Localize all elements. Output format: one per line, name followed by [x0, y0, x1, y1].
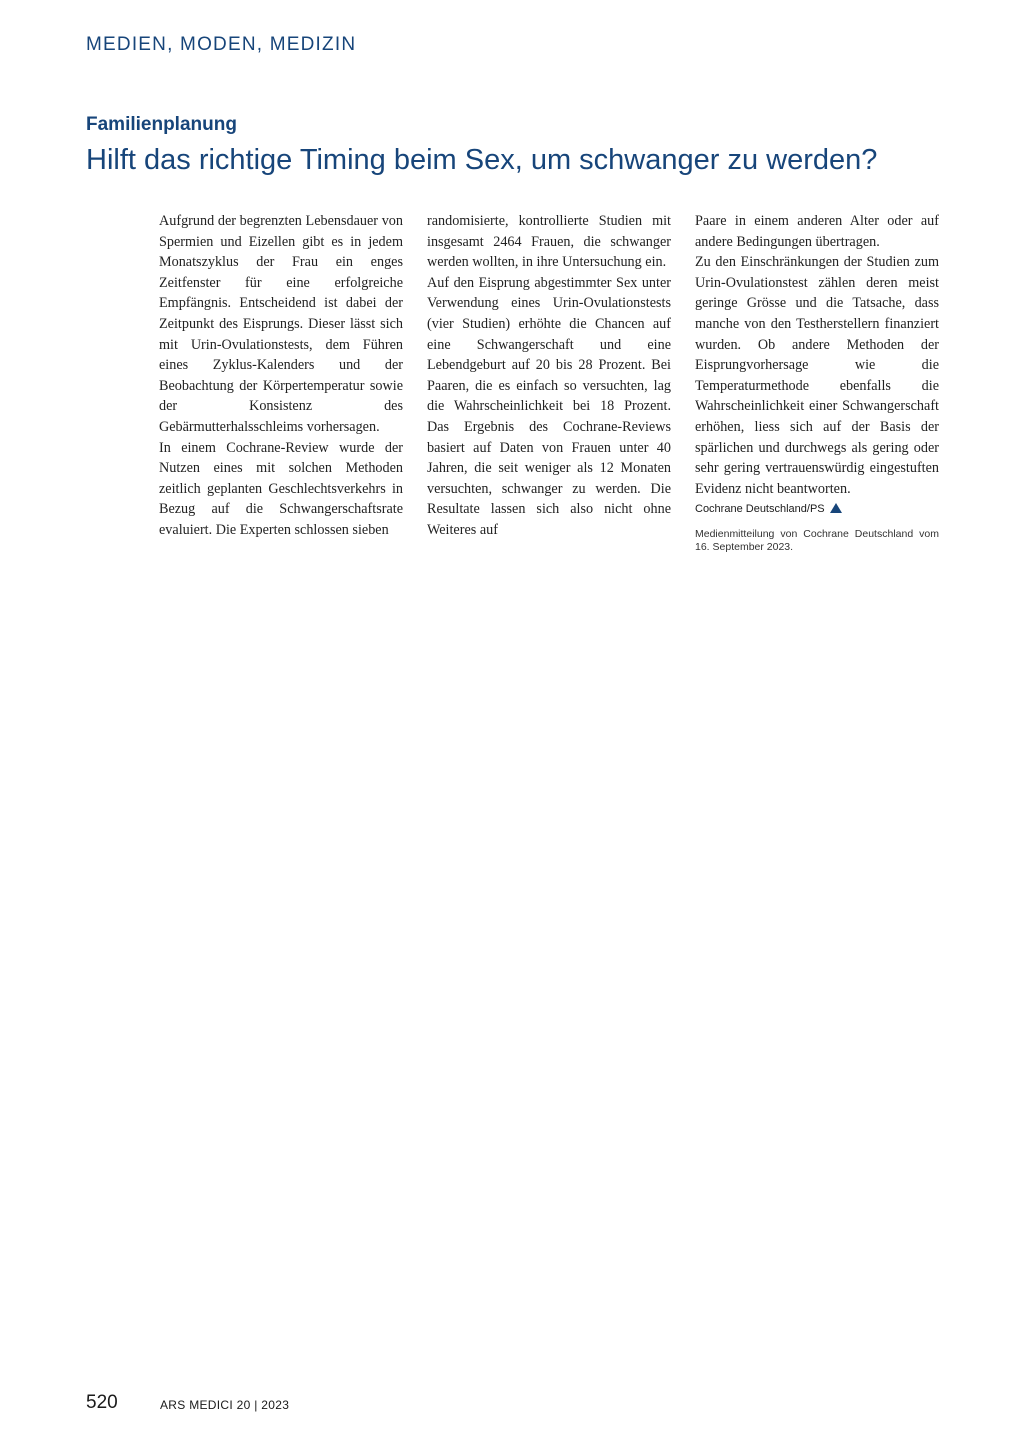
source-note: Medienmitteilung von Cochrane Deutschland vom 16. September 2023.	[695, 528, 939, 554]
paragraph: randomisierte, kontrollierte Studien mit insgesamt 2464 Frauen, die schwanger werden wollten, in ihre Untersuchung ein.	[427, 213, 671, 271]
credit-text: Cochrane Deutschland/PS	[695, 503, 825, 516]
end-triangle-icon	[830, 503, 842, 513]
paragraph: Aufgrund der begrenzten Lebensdauer von Spermien und Eizellen gibt es in jedem Monatszyklus der Frau ein enges Zeitfenster für eine erfolgreiche Empfängnis. Entscheidend ist dabei der Zeitpunkt des Eisprungs. Dieser lässt sich mit Urin-Ovulationstests, dem Führen eines Zyklus-Kalenders und der Beobachtung der Körpertemperatur sowie der Konsistenz des Gebärmutterhalsschleims vorhersagen.	[159, 213, 403, 435]
article-kicker: Familienplanung	[86, 114, 237, 135]
author-credit	[695, 501, 939, 517]
journal-name: ARS MEDICI 20 | 2023	[160, 1398, 290, 1412]
paragraph: Paare in einem anderen Alter oder auf andere Bedingungen übertragen.	[695, 213, 939, 250]
article-headline: Hilft das richtige Timing beim Sex, um schwanger zu werden?	[86, 144, 878, 176]
paragraph: In einem Cochrane-Review wurde der Nutzen eines mit solchen Methoden zeitlich geplanten Geschlechtsverkehrs in Bezug auf die Schwangerschaftsrate evaluiert. Die Experten schlossen sieben	[159, 439, 403, 538]
paragraph: Auf den Eisprung abgestimmter Sex unter Verwendung eines Urin-Ovulationstests (vier Studien) erhöhte die Chancen auf eine Schwangerschaft und eine Lebendgeburt auf 20 bis 28 Prozent. Bei Paaren, die es einfach so versuchten, lag die Wahrscheinlichkeit bei 18 Prozent. Das Ergebnis des Cochrane-Reviews basiert auf Daten von Frauen unter 40 Jahren, die seit weniger als 12 Monaten versuchten, schwanger zu werden. Die Resultate lassen sich also nicht ohne Weiteres auf	[427, 274, 671, 538]
paragraph: Zu den Einschränkungen der Studien zum Urin-Ovulationstest zählen deren meist geringe Grösse und die Tatsache, dass manche von den Testherstellern finanziert wurden. Ob andere Methoden der Eisprungvorhersage wie die Temperaturmethode ebenfalls die Wahrscheinlichkeit einer Schwangerschaft erhöhen, liess sich auf der Basis der spärlichen und durchwegs als gering oder sehr gering vertrauenswürdig eingestuften Evidenz nicht beantworten.	[695, 254, 939, 497]
page-number: 520	[86, 1392, 118, 1413]
section-header: MEDIEN, MODEN, MEDIZIN	[86, 34, 357, 55]
column-3	[695, 211, 939, 554]
column-2	[427, 211, 671, 541]
column-1	[159, 211, 403, 541]
